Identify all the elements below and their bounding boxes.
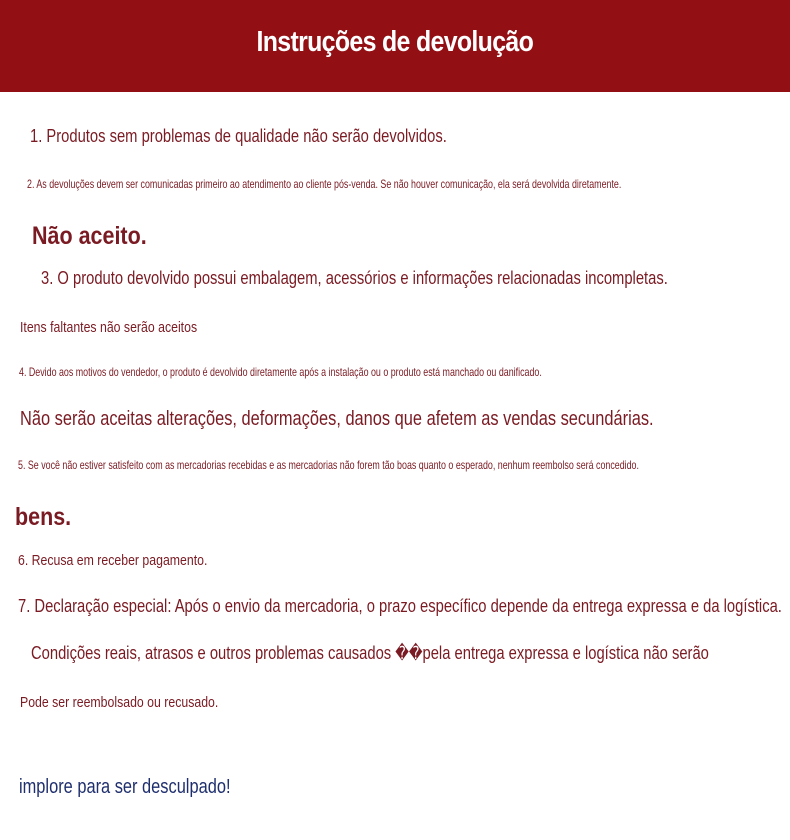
instruction-item-7-continuation: Condições reais, atrasos e outros problemas causados ��pela entrega expressa e logística não serão: [31, 643, 709, 663]
page-title: Instruções de devolução: [256, 25, 534, 58]
instruction-item-7: 7. Declaração especial: Após o envio da mercadoria, o prazo específico depende da entrega expressa e da logística.: [18, 596, 782, 616]
instruction-item-5-continuation: bens.: [15, 503, 72, 531]
instruction-item-3: 3. O produto devolvido possui embalagem, acessórios e informações relacionadas incompletas.: [41, 268, 668, 288]
instruction-item-4-continuation: Não serão aceitas alterações, deformações, danos que afetem as vendas secundárias.: [20, 408, 654, 430]
header-banner: [0, 0, 790, 92]
instruction-item-7-continuation-2: Pode ser reembolsado ou recusado.: [20, 694, 219, 711]
instruction-item-6: 6. Recusa em receber pagamento.: [18, 552, 208, 569]
instruction-item-2-continuation: Não aceito.: [32, 222, 147, 250]
instruction-item-4: 4. Devido aos motivos do vendedor, o produto é devolvido diretamente após a instalação ou o produto está manchado ou danificado.: [19, 365, 542, 379]
instruction-item-3-continuation: Itens faltantes não serão aceitos: [20, 319, 198, 336]
instruction-item-1: 1. Produtos sem problemas de qualidade não serão devolvidos.: [30, 126, 447, 146]
instruction-item-5: 5. Se você não estiver satisfeito com as mercadorias recebidas e as mercadorias não forem tão boas quanto o esperado, nenhum reembolso será concedido.: [18, 458, 639, 472]
apology-text: implore para ser desculpado!: [19, 776, 231, 798]
instruction-item-2: 2. As devoluções devem ser comunicadas primeiro ao atendimento ao cliente pós-venda. Se não houver comunicação, ela será devolvida diretamente.: [27, 177, 622, 191]
